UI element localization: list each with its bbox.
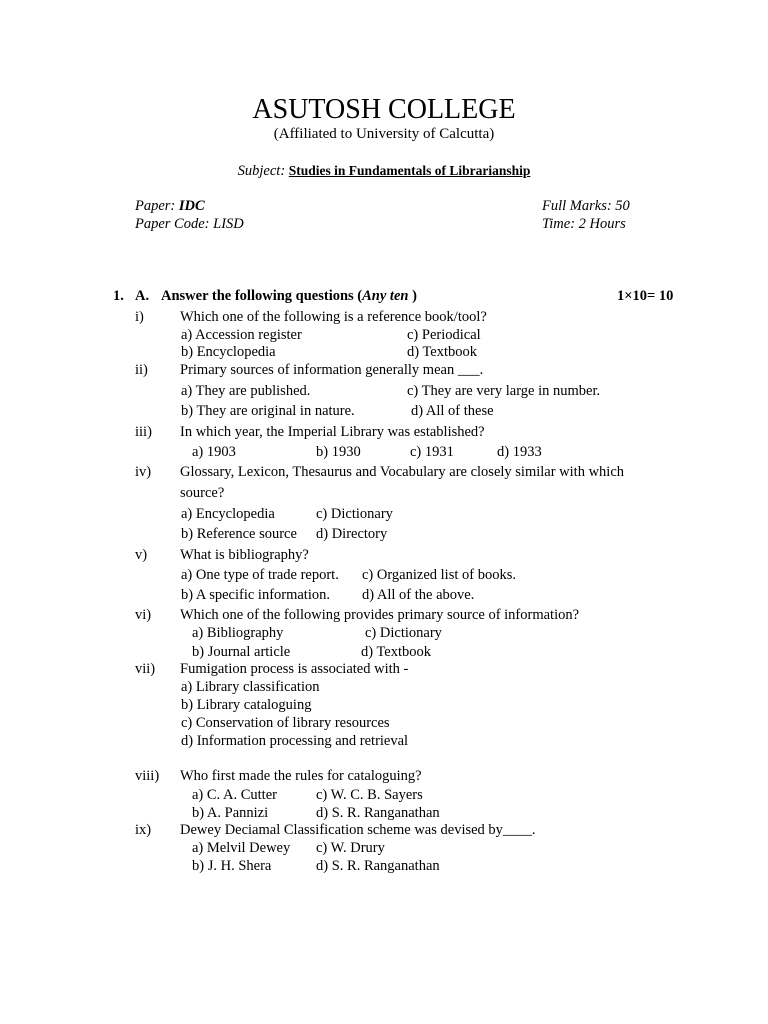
- option-a: a) Accession register: [181, 327, 302, 343]
- instruction-text: Answer the following questions (: [161, 288, 363, 304]
- option-a: a) They are published.: [181, 383, 311, 399]
- question-number: iii): [135, 424, 152, 440]
- option-d: d) Textbook: [361, 644, 432, 660]
- option-a: a) One type of trade report.: [181, 567, 339, 583]
- question-text: Who first made the rules for cataloguing?: [180, 768, 422, 784]
- option-d: d) All of the above.: [362, 587, 475, 603]
- option-c: c) Dictionary: [316, 506, 393, 522]
- question-number: vi): [135, 607, 152, 623]
- paper-code-line: [135, 217, 244, 232]
- option-d: d) S. R. Ranganathan: [316, 858, 440, 874]
- question-number: i): [135, 309, 144, 325]
- option-c: c) W. C. B. Sayers: [316, 787, 423, 803]
- option-a: a) Encyclopedia: [181, 506, 275, 522]
- option-b: b) Library cataloguing: [181, 697, 312, 713]
- affiliation-text: (Affiliated to University of Calcutta): [273, 126, 495, 142]
- option-b: b) A. Pannizi: [192, 805, 269, 821]
- option-b: b) 1930: [316, 444, 361, 460]
- subject-line: [0, 164, 768, 179]
- paper-line: [135, 199, 205, 214]
- paper-label: Paper:: [135, 198, 176, 214]
- instruction-any-ten: Any ten: [362, 288, 409, 304]
- section-number: 1.: [113, 288, 124, 304]
- question-number: ii): [135, 362, 148, 378]
- college-title: ASUTOSH COLLEGE: [252, 94, 516, 125]
- question-text-continued: source?: [180, 485, 225, 501]
- option-b: b) Reference source: [181, 526, 297, 542]
- paper-code-label: Paper Code:: [135, 216, 210, 232]
- question-number: vii): [135, 661, 156, 677]
- question-text: What is bibliography?: [180, 547, 309, 563]
- option-d: d) 1933: [497, 444, 542, 460]
- option-a: a) 1903: [192, 444, 236, 460]
- option-b: b) They are original in nature.: [181, 403, 355, 419]
- option-d: d) Information processing and retrieval: [181, 733, 409, 749]
- option-b: b) Journal article: [192, 644, 291, 660]
- subject-value: Studies in Fundamentals of Librarianship: [288, 163, 531, 178]
- paper-code-value: LISD: [213, 216, 244, 232]
- option-a: a) Bibliography: [192, 625, 284, 641]
- question-text: Which one of the following is a reference book/tool?: [180, 309, 487, 325]
- question-number: ix): [135, 822, 152, 838]
- section-letter: A.: [135, 288, 150, 304]
- option-a: a) C. A. Cutter: [192, 787, 277, 803]
- question-text: Dewey Deciamal Classification scheme was devised by____.: [180, 822, 536, 838]
- option-b: b) Encyclopedia: [181, 344, 276, 360]
- question-number: iv): [135, 464, 152, 480]
- question-text: Primary sources of information generally mean ___.: [180, 362, 484, 378]
- question-text: Which one of the following provides primary source of information?: [180, 607, 580, 623]
- option-a: a) Melvil Dewey: [192, 840, 291, 856]
- full-marks: Full Marks: 50: [542, 198, 630, 214]
- section-instruction: [161, 289, 417, 304]
- option-c: c) Conservation of library resources: [181, 715, 390, 731]
- option-c: c) Periodical: [407, 327, 481, 343]
- question-text: In which year, the Imperial Library was established?: [180, 424, 485, 440]
- option-c: c) W. Drury: [316, 840, 385, 856]
- option-d: d) All of these: [411, 403, 494, 419]
- question-number: viii): [135, 768, 160, 784]
- option-b: b) J. H. Shera: [192, 858, 272, 874]
- option-d: d) S. R. Ranganathan: [316, 805, 440, 821]
- paper-value: IDC: [178, 198, 205, 214]
- option-c: c) They are very large in number.: [407, 383, 601, 399]
- option-c: c) 1931: [410, 444, 454, 460]
- question-text: Glossary, Lexicon, Thesaurus and Vocabulary are closely similar with which: [180, 464, 625, 480]
- instruction-close: ): [408, 288, 417, 304]
- subject-label: Subject:: [237, 163, 286, 179]
- option-d: d) Directory: [316, 526, 388, 542]
- time-allowed: Time: 2 Hours: [542, 216, 626, 232]
- question-text: Fumigation process is associated with -: [180, 661, 409, 677]
- option-c: c) Organized list of books.: [362, 567, 516, 583]
- option-c: c) Dictionary: [365, 625, 442, 641]
- section-marks: 1×10= 10: [617, 288, 674, 304]
- question-number: v): [135, 547, 148, 563]
- option-b: b) A specific information.: [181, 587, 330, 603]
- option-a: a) Library classification: [181, 679, 320, 695]
- option-d: d) Textbook: [407, 344, 478, 360]
